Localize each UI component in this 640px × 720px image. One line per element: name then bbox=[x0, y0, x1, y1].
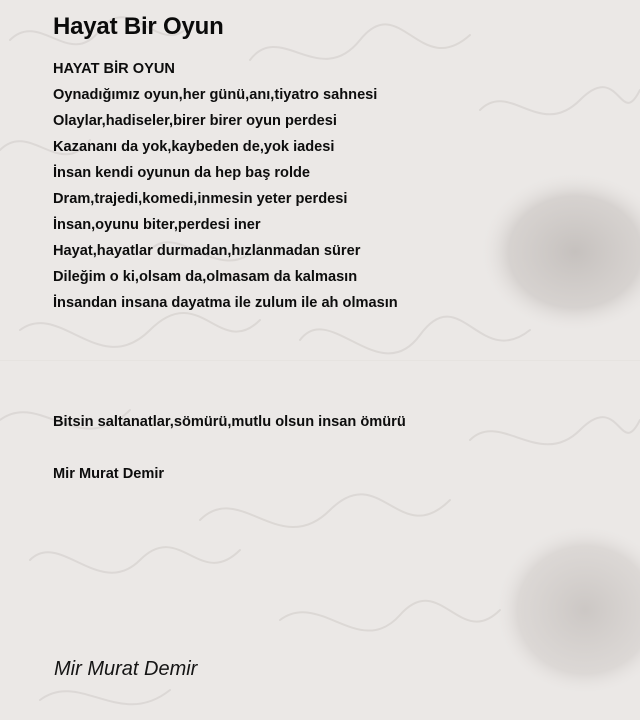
poem-author: Mir Murat Demir bbox=[53, 466, 165, 482]
poem-line: İnsandan insana dayatma ile zulum ile ah olmasın bbox=[53, 295, 398, 311]
poem-body bbox=[53, 56, 398, 316]
page-title: Hayat Bir Oyun bbox=[53, 13, 224, 40]
poem-line: Dileğim o ki,olsam da,olmasam da kalmasın bbox=[53, 269, 358, 285]
poem-line: Hayat,hayatlar durmadan,hızlanmadan sürer bbox=[53, 243, 361, 259]
poem-line: Oynadığımız oyun,her günü,anı,tiyatro sahnesi bbox=[53, 87, 378, 103]
poem-closing-line: Bitsin saltanatlar,sömürü,mutlu olsun insan ömürü bbox=[53, 414, 406, 430]
poem-heading: HAYAT BİR OYUN bbox=[53, 61, 175, 77]
poem-line: Olaylar,hadiseler,birer birer oyun perdesi bbox=[53, 113, 337, 129]
poem-line: Dram,trajedi,komedi,inmesin yeter perdesi bbox=[53, 191, 348, 207]
poem-line: İnsan,oyunu biter,perdesi iner bbox=[53, 217, 261, 233]
poem-line: İnsan kendi oyunun da hep baş rolde bbox=[53, 165, 311, 181]
author-signature: Mir Murat Demir bbox=[54, 658, 198, 680]
poem-line: Kazananı da yok,kaybeden de,yok iadesi bbox=[53, 139, 335, 155]
